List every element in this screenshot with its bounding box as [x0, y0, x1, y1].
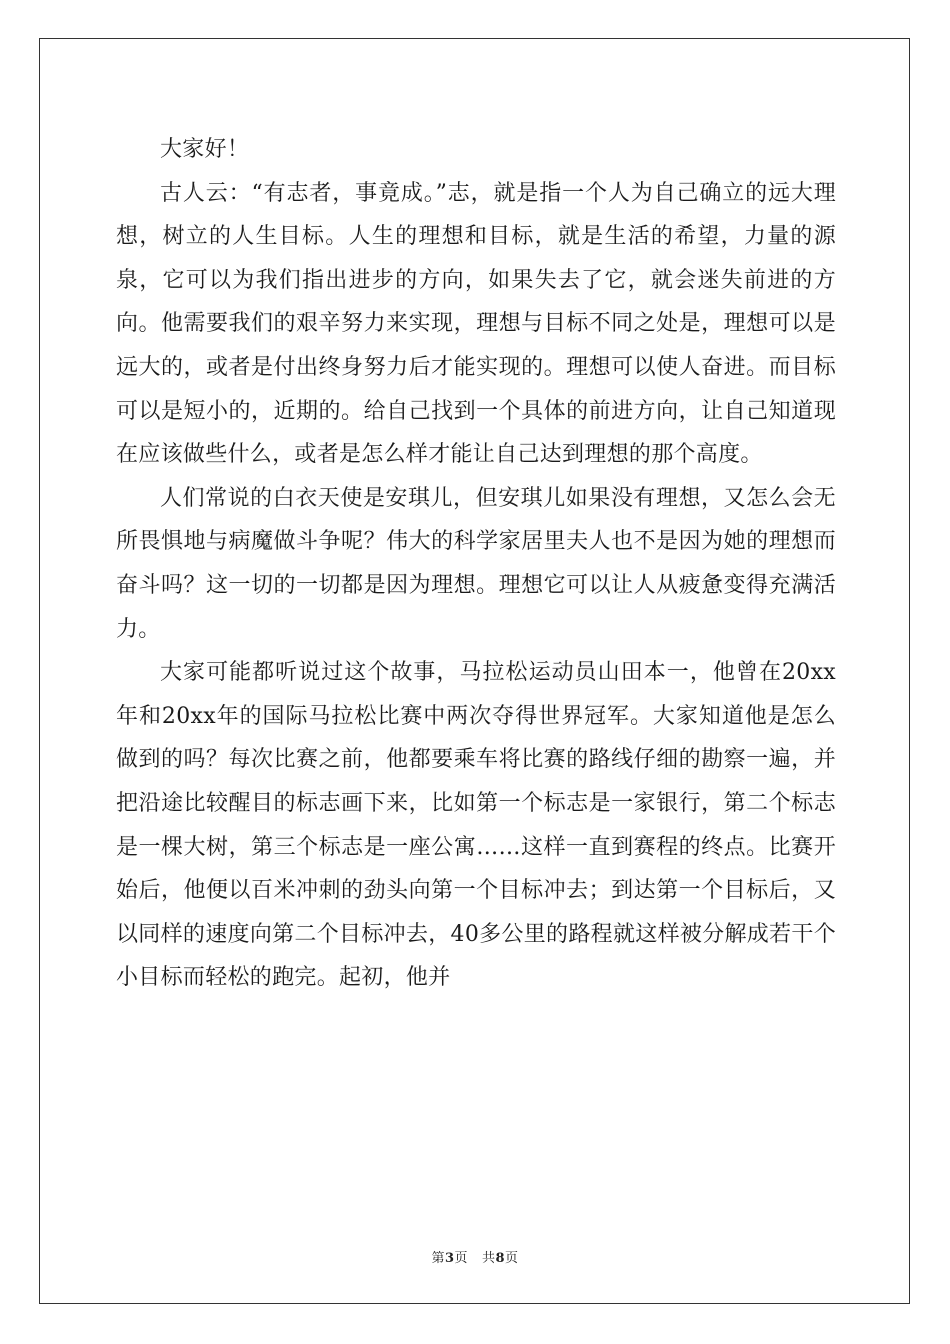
- footer-page-prefix: 第: [431, 1251, 445, 1266]
- document-body: [116, 128, 836, 1000]
- paragraph-ideals: 古人云：“有志者，事竟成。”志，就是指一个人为自己确立的远大理想，树立的人生目标。人生的理想和目标，就是生活的希望，力量的源泉，它可以为我们指出进步的方向，如果失去了它，就会迷失前进的方向。他需要我们的艰辛努力来实现，理想与目标不同之处是，理想可以是远大的，或者是付出终身努力后才能实现的。理想可以使人奋进。而目标可以是短小的，近期的。给自己找到一个具体的前进方向，让自己知道现在应该做些什么，或者是怎么样才能让自己达到理想的那个高度。: [116, 180, 836, 468]
- footer-total-prefix: 共: [481, 1251, 496, 1266]
- footer-total-suffix: 页: [505, 1251, 519, 1266]
- paragraph-marathon: 大家可能都听说过这个故事，马拉松运动员山田本一，他曾在20xx年和20xx年的国际马拉松比赛中两次夺得世界冠军。大家知道他是怎么做到的吗？每次比赛之前，他都要乘车将比赛的路线仔细的勘察一遍，并把沿途比较醒目的标志画下来，比如第一个标志是一家银行，第二个标志是一棵大树，第三个标志是一座公寓……这样一直到赛程的终点。比赛开始后，他便以百米冲刺的劲头向第一个目标冲去；到达第一个目标后，又以同样的速度向第二个目标冲去，40多公里的路程就这样被分解成若干个小目标而轻松的跑完。起初，他并: [116, 660, 836, 991]
- paragraph-angels: 人们常说的白衣天使是安琪儿，但安琪儿如果没有理想，又怎么会无所畏惧地与病魔做斗争呢？伟大的科学家居里夫人也不是因为她的理想而奋斗吗？这一切的一切都是因为理想。理想它可以让人从疲惫变得充满活力。: [116, 485, 836, 642]
- paragraph-greeting: 大家好！: [160, 137, 250, 162]
- footer-page-suffix: 页: [454, 1251, 469, 1266]
- footer-total-pages: 8: [495, 1251, 506, 1266]
- page-footer: [0, 1247, 950, 1266]
- footer-page-number: 3: [444, 1251, 455, 1266]
